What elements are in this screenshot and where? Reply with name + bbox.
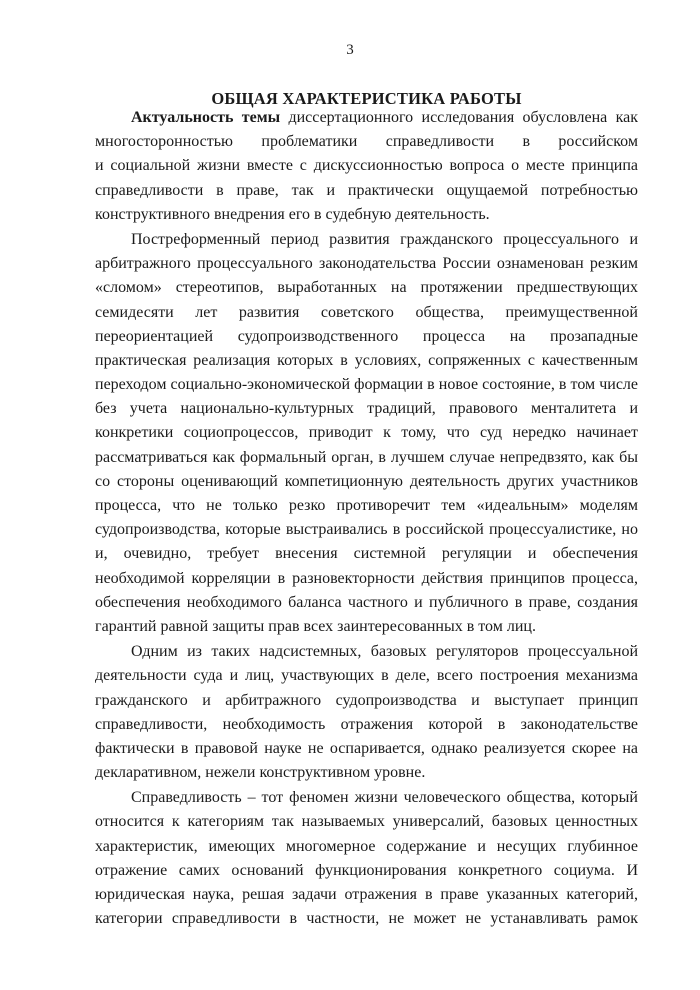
line-text: семидесяти лет развития советского общества, преимущественной [95, 303, 638, 321]
text-line [95, 810, 638, 834]
text-line [95, 494, 638, 518]
line-text: и социальной жизни вместе с дискуссионностью вопроса о месте принципа [95, 157, 638, 175]
paragraph [95, 228, 638, 639]
text-line [95, 154, 638, 178]
line-text: декларативном, нежели конструктивном уровне. [95, 764, 426, 782]
text-line [95, 252, 638, 276]
line-text: характеристик, имеющих многомерное содержание и несущих глубинное [95, 837, 638, 855]
line-text: отражение самих оснований функционирования конкретного социума. И [95, 861, 638, 879]
text-line [95, 203, 638, 227]
line-text: рассматриваться как формальный орган, в лучшем случае непредвзято, как бы [95, 448, 638, 466]
paragraph [95, 640, 638, 785]
text-line [95, 664, 638, 688]
line-text: арбитражного процессуального законодательства России ознаменован резким [95, 255, 638, 273]
paragraph [95, 106, 638, 227]
line-text: переходом социально-экономической формации в новое состояние, в том числе [95, 376, 638, 394]
text-line [95, 301, 638, 325]
line-text: переориентацией судопроизводственного процесса на прозападные [95, 327, 638, 345]
text-line [95, 689, 638, 713]
line-text: справедливости, необходимость отражения которой в законодательстве [95, 715, 638, 733]
line-text: «сломом» стереотипов, выработанных на протяжении предшествующих [95, 279, 638, 297]
text-line [95, 228, 638, 252]
text-line [95, 640, 638, 664]
document-body [95, 106, 638, 932]
line-text: судопроизводства, которые выстраивались в российской процессуалистике, но [95, 521, 638, 539]
line-text: фактически в правовой науке не оспаривается, однако реализуется скорее на [95, 739, 638, 757]
text-line [95, 859, 638, 883]
line-text: многосторонностью проблематики справедливости в российском [95, 133, 638, 151]
text-line [95, 761, 638, 785]
line-text: необходимой корреляции в разновекторности действия принципов процесса, [95, 569, 638, 587]
text-line [95, 106, 638, 130]
line-text: Постреформенный период развития гражданского процессуального и [131, 230, 638, 248]
text-line [95, 446, 638, 470]
line-text: без учета национально-культурных традиций, правового менталитета и [95, 400, 638, 418]
text-line [95, 591, 638, 615]
text-line [95, 786, 638, 810]
line-text: практическая реализация которых в условиях, сопряженных с качественным [95, 351, 638, 369]
text-line [95, 373, 638, 397]
line-text: процесса, что не только резко противоречит тем «идеальным» моделям [95, 497, 638, 514]
paragraph [95, 786, 638, 931]
section-title: ОБЩАЯ ХАРАКТЕРИСТИКА РАБОТЫ [211, 89, 522, 108]
line-text: справедливости в праве, так и практически ощущаемой потребностью [95, 181, 638, 199]
line-text: со стороны оценивающий компетиционную деятельность других участников [95, 472, 638, 490]
line-text: конструктивного внедрения его в судебную деятельность. [95, 205, 490, 223]
text-line [95, 470, 638, 494]
text-line [95, 615, 638, 639]
line-text: конкретики социопроцессов, приводит к тому, что суд нередко начинает [95, 424, 638, 442]
text-line [95, 883, 638, 907]
text-line [95, 737, 638, 761]
lead-term: Актуальность темы [131, 109, 281, 126]
line-text: Справедливость – тот феномен жизни человеческого общества, который [131, 789, 638, 807]
text-line [95, 907, 638, 931]
text-line [95, 130, 638, 154]
text-line [95, 349, 638, 373]
text-line [95, 421, 638, 445]
page-number: 3 [346, 42, 354, 58]
line-text: диссертационного исследования обусловлена как [288, 109, 638, 126]
text-line [95, 542, 638, 566]
line-text: категории справедливости в частности, не может не устанавливать рамок [95, 910, 638, 928]
text-line [95, 835, 638, 859]
line-text: деятельности суда и лиц, участвующих в деле, всего построения механизма [95, 667, 638, 685]
line-text: юридическая наука, решая задачи отражения в праве указанных категорий, [95, 886, 638, 903]
line-text: и, очевидно, требует внесения системной регуляции и обеспечения [95, 545, 638, 563]
line-text: Одним из таких надсистемных, базовых регуляторов процессуальной [131, 643, 638, 661]
text-line [95, 325, 638, 349]
text-line [95, 567, 638, 591]
line-text: обеспечения необходимого баланса частного и публичного в праве, создания [95, 593, 638, 611]
text-line [95, 179, 638, 203]
text-line [95, 397, 638, 421]
line-text: гарантий равной защиты прав всех заинтересованных в том лиц. [95, 617, 536, 635]
text-line [95, 276, 638, 300]
text-line [95, 713, 638, 737]
line-text: относится к категориям так называемых универсалий, базовых ценностных [95, 813, 638, 831]
line-text: гражданского и арбитражного судопроизводства и выступает принцип [95, 691, 638, 709]
text-line [95, 518, 638, 542]
